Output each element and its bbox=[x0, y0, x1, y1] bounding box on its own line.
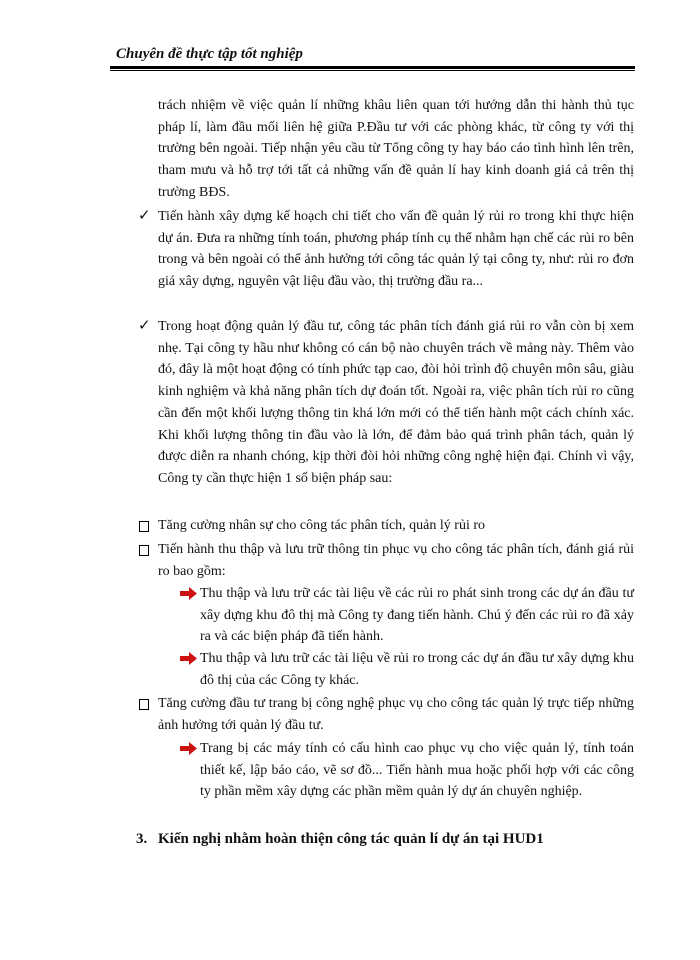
red-arrow-icon bbox=[180, 738, 197, 755]
sub-bullet-external-risks: Thu thập và lưu trữ các tài liệu về rủi ro trong các dự án đầu tư xây dựng khu đô thị của các Công ty khác. bbox=[200, 651, 634, 688]
header-rule-thin bbox=[110, 70, 635, 71]
red-arrow-icon bbox=[180, 648, 197, 665]
red-arrow-icon bbox=[180, 583, 197, 600]
bullet-risk-analysis: Trong hoạt động quản lý đầu tư, công tác phân tích đánh giá rủi ro vẫn còn bị xem nhẹ. Tại công ty hầu như không có cán bộ nào chuyên trách về mảng này. Thêm vào đó, đây là một hoạt động có tính phức tạp cao, đòi hỏi trình độ chuyên môn sâu, giàu kinh nghiệm và khả năng phân tích dự đoán tốt. Ngoài ra, việc phân tích rủi ro cũng cần đến một khối lượng thông tin khá lớn mới có thể tiến hành một cách chính xác. Khi khối lượng thông tin đầu vào là lớn, để đảm bảo quá trình phân tách, quản lý được diễn ra nhanh chóng, kịp thời đòi hỏi những công nghệ hiện đại. Chính vì vậy, Công ty cần thực hiện 1 số biện pháp sau: bbox=[158, 319, 634, 486]
paragraph-continuation: trách nhiệm về việc quản lí những khâu liên quan tới hướng dẫn thi hành thủ tục pháp lí, làm đầu mối liên hệ giữa P.Đầu tư với các phòng khác, từ công ty với thị trường bên ngoài. Tiếp nhận yêu cầu từ Tổng công ty hay báo cáo tình hình lên trên, tham mưu và hỗ trợ tới tất cả những vấn đề quản lí hay kinh doanh giá cả trên thị trường BĐS. bbox=[158, 98, 634, 200]
header-rule-thick bbox=[110, 66, 635, 69]
bullet-data-collection: Tiến hành thu thập và lưu trữ thông tin phục vụ cho công tác phân tích, đánh giá rủi ro bao gồm: bbox=[158, 542, 634, 579]
section-heading: Kiến nghị nhằm hoàn thiện công tác quản lí dự án tại HUD1 bbox=[158, 831, 544, 847]
bullet-risk-plan: Tiến hành xây dựng kế hoạch chi tiết cho vấn đề quản lý rủi ro trong khi thực hiện dự án. Đưa ra những tính toán, phương pháp tính cụ thể nhằm hạn chế các rủi ro bên trong và bên ngoài có thể ảnh hưởng tới công tác quản lý tại công ty, như: rủi ro đơn giá xây dựng, nguyên vật liệu đầu vào, thị trường đầu ra... bbox=[158, 209, 634, 290]
checkmark-icon: ✓ bbox=[138, 318, 151, 334]
checkbox-icon bbox=[139, 539, 149, 564]
bullet-staffing: Tăng cường nhân sự cho công tác phân tích, quản lý rủi ro bbox=[158, 518, 485, 533]
running-header: Chuyên đề thực tập tốt nghiệp bbox=[116, 46, 303, 62]
checkbox-icon bbox=[139, 693, 149, 718]
sub-bullet-equipment: Trang bị các máy tính có cấu hình cao phục vụ cho việc quản lý, tính toán thiết kế, lập báo cáo, vẽ sơ đồ... Tiến hành mua hoặc phối hợp với các công ty phần mềm xây dựng các phần mềm quản lý dự án chuyên nghiệp. bbox=[200, 741, 634, 800]
sub-bullet-internal-risks: Thu thập và lưu trữ các tài liệu về các rủi ro phát sinh trong các dự án đầu tư xây dựng khu đô thị mà Công ty đang tiến hành. Chú ý đến các rủi ro đã xảy ra và các biện pháp đã tiến hành. bbox=[200, 586, 634, 645]
section-number: 3. bbox=[136, 831, 148, 847]
checkbox-icon bbox=[139, 515, 149, 540]
checkmark-icon: ✓ bbox=[138, 208, 151, 224]
bullet-technology: Tăng cường đầu tư trang bị công nghệ phục vụ cho công tác quản lý trực tiếp những ảnh hưởng tới quản lý đầu tư. bbox=[158, 696, 634, 733]
